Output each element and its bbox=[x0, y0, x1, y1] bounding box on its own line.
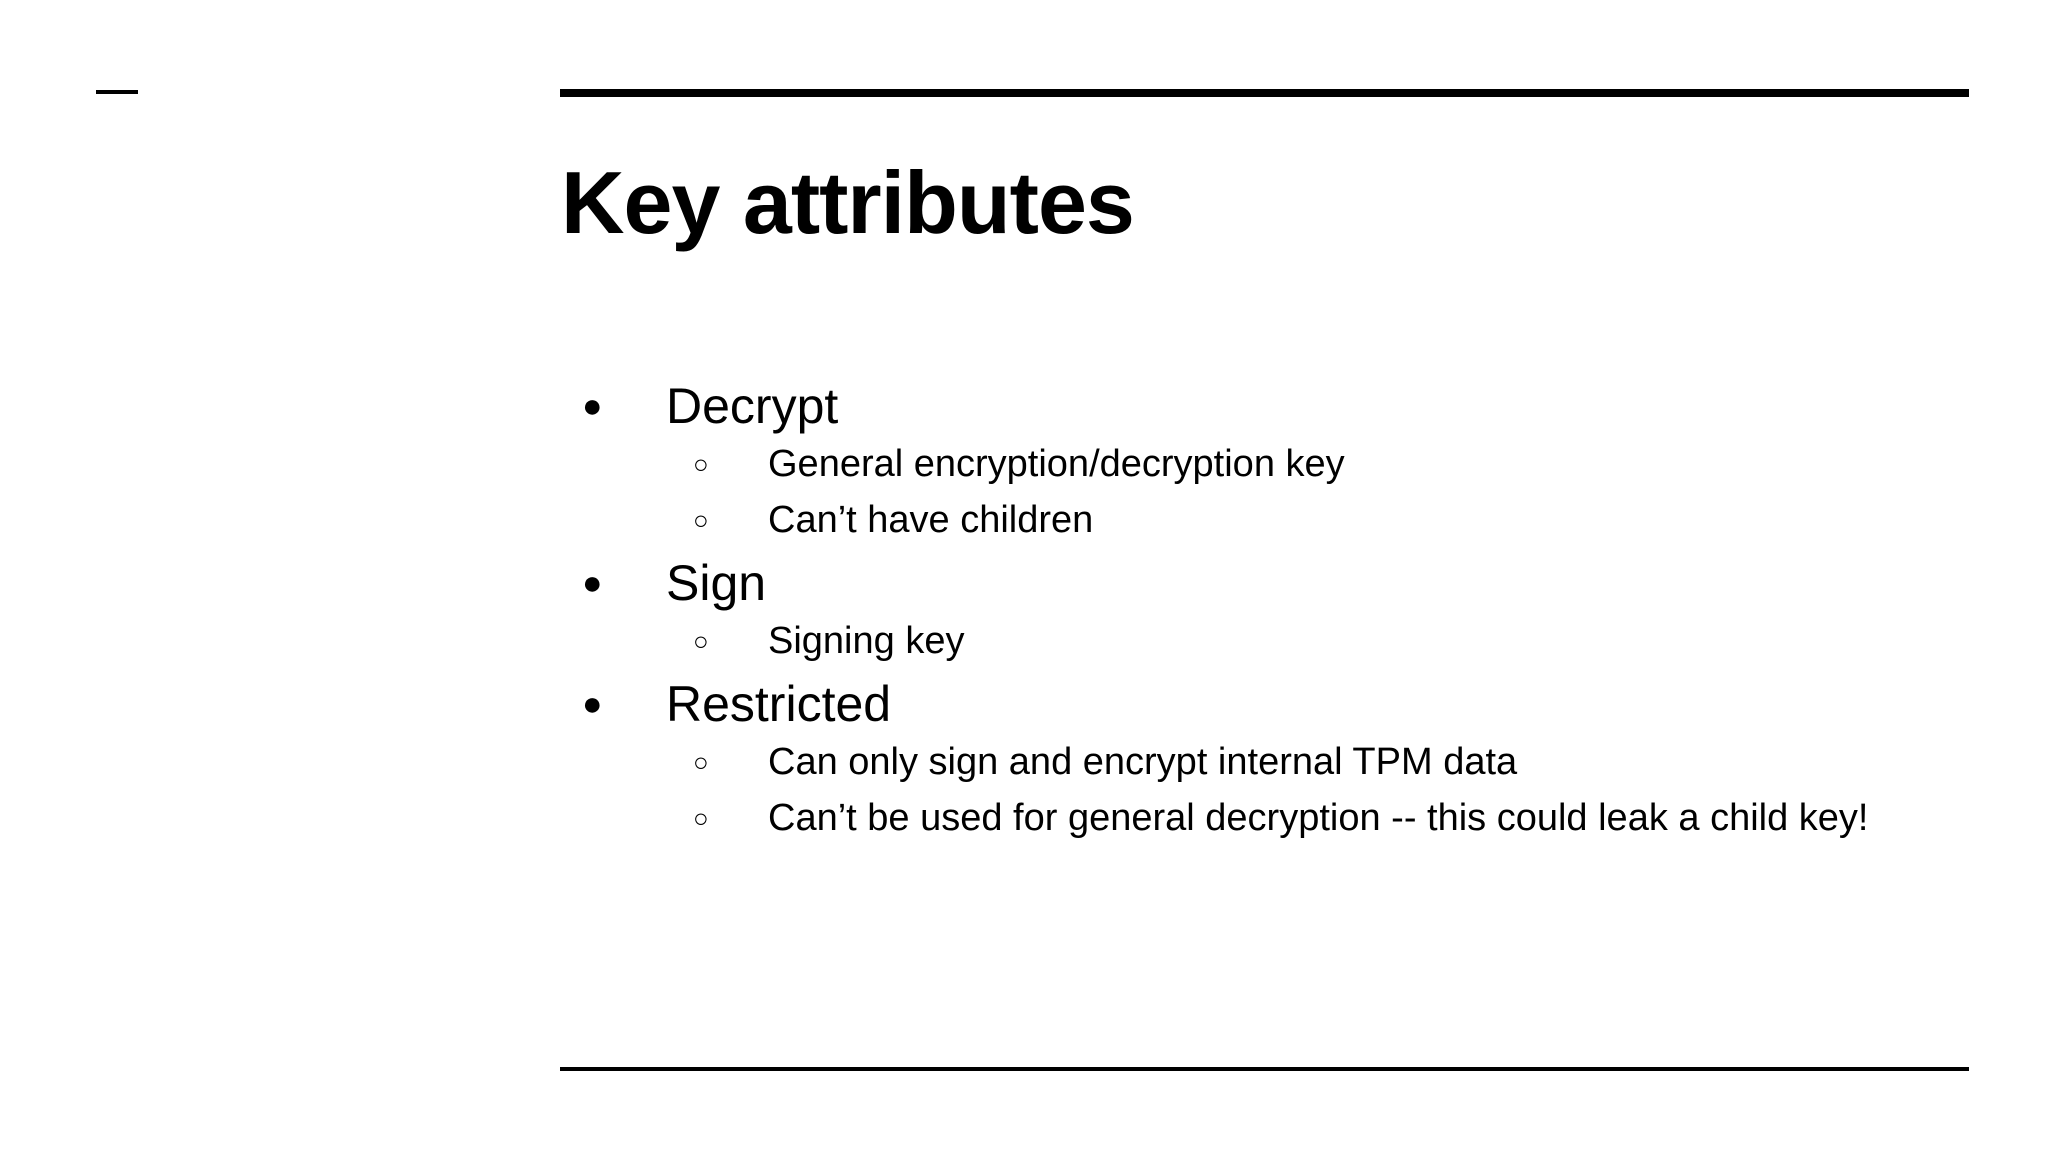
bullet-item-sign bbox=[560, 553, 2000, 613]
hollow-bullet-icon: ○ bbox=[693, 449, 709, 479]
sub-bullet-label: Can only sign and encrypt internal TPM data bbox=[768, 741, 1518, 783]
bullet-item-restricted bbox=[560, 674, 2000, 734]
filled-bullet-icon: ● bbox=[582, 387, 603, 425]
sub-bullet-item-no-general-decryption bbox=[560, 790, 2000, 846]
sub-bullet-item-no-children bbox=[560, 492, 2000, 548]
slide-title: Key attributes bbox=[561, 153, 1134, 252]
bullet-label: Sign bbox=[666, 555, 767, 611]
sub-bullet-label: Can’t be used for general decryption -- this could leak a child key! bbox=[768, 797, 1869, 839]
corner-dash-decoration bbox=[96, 90, 138, 94]
hollow-bullet-icon: ○ bbox=[693, 803, 709, 833]
sub-bullet-label: General encryption/decryption key bbox=[768, 443, 1345, 485]
hollow-bullet-icon: ○ bbox=[693, 505, 709, 535]
filled-bullet-icon: ● bbox=[582, 564, 603, 602]
sub-bullet-item-general-key bbox=[560, 436, 2000, 492]
sub-bullet-label: Can’t have children bbox=[768, 499, 1094, 541]
sub-bullet-item-signing-key bbox=[560, 613, 2000, 669]
hollow-bullet-icon: ○ bbox=[693, 747, 709, 777]
top-rule bbox=[560, 89, 1969, 97]
hollow-bullet-icon: ○ bbox=[693, 626, 709, 656]
bullet-item-decrypt bbox=[560, 376, 2000, 436]
bottom-rule bbox=[560, 1067, 1969, 1071]
sub-bullet-item-internal-tpm bbox=[560, 734, 2000, 790]
filled-bullet-icon: ● bbox=[582, 685, 603, 723]
bullet-list bbox=[560, 376, 2000, 846]
sub-bullet-label: Signing key bbox=[768, 620, 965, 662]
bullet-label: Restricted bbox=[666, 676, 892, 732]
bullet-label: Decrypt bbox=[666, 378, 839, 434]
